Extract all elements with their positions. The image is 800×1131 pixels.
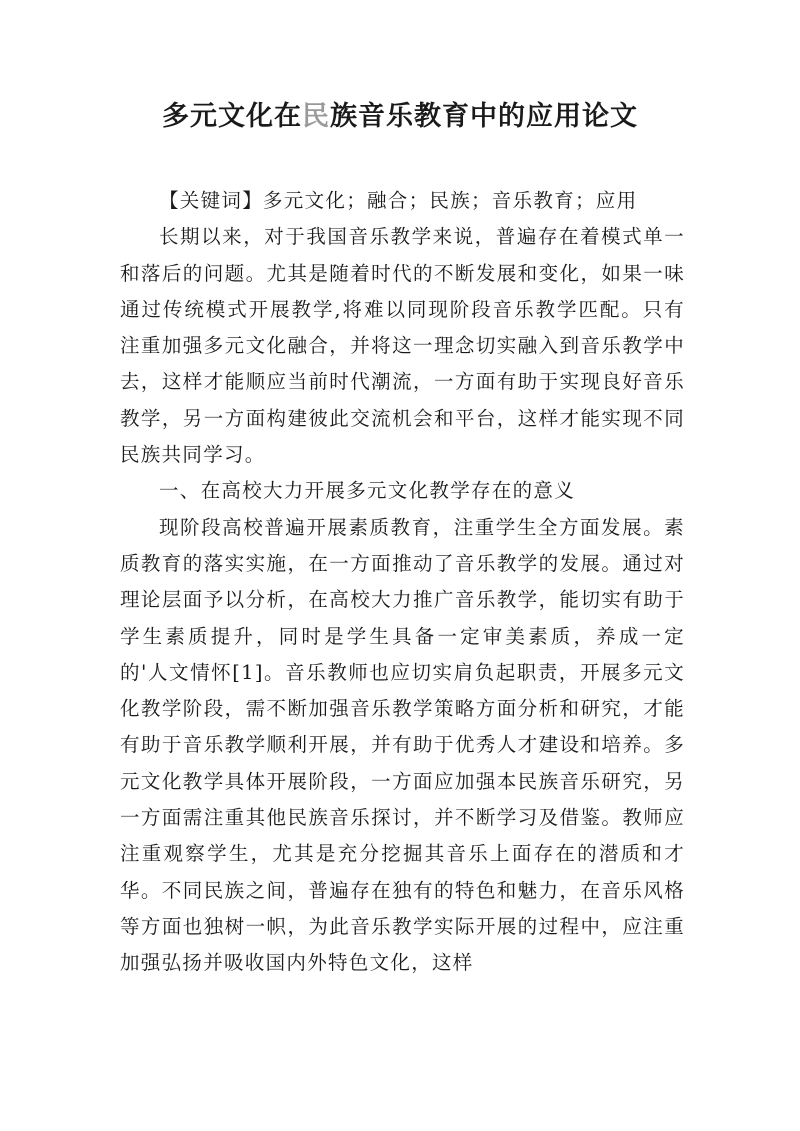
paragraph: 现阶段高校普遍开展素质教育，注重学生全方面发展。素质教育的落实实施，在一方面推动了音乐教学的发展。通过对理论层面予以分析，在高校大力推广音乐教学，能切实有助于学生素质提升，同时是学生具备一定审美素质，养成一定的'人文情怀[1]。音乐教师也应切实肩负起职责，开展多元文化教学阶段，需不断加强音乐教学策略方面分析和研究，才能有助于音乐教学顺利开展，并有助于优秀人才建设和培养。多元文化教学具体开展阶段，一方面应加强本民族音乐研究，另一方面需注重其他民族音乐探讨，并不断学习及借鉴。教师应注重观察学生，尤其是充分挖掘其音乐上面存在的潜质和才华。不同民族之间，普遍存在独有的特色和魅力，在音乐风格等方面也独树一帜，为此音乐教学实际开展的过程中，应注重加强弘扬并吸收国内外特色文化，这样: [120, 515, 685, 975]
title-highlighted-char: 民: [302, 101, 330, 132]
title-text-end: 族音乐教育中的应用论文: [330, 101, 638, 132]
document-title: [0, 97, 800, 137]
keywords-line: 【关键词】多元文化；融合；民族；音乐教育；应用: [159, 189, 638, 212]
paragraph: 长期以来，对于我国音乐教学来说，普遍存在着模式单一和落后的问题。尤其是随着时代的不断发展和变化，如果一味通过传统模式开展教学,将难以同现阶段音乐教学匹配。只有注重加强多元文化融合，并将这一理念切实融入到音乐教学中去，这样才能顺应当前时代潮流，一方面有助于实现良好音乐教学，另一方面构建彼此交流机会和平台，这样才能实现不同民族共同学习。: [120, 225, 685, 467]
section-heading: 一、在高校大力开展多元文化教学存在的意义: [159, 479, 576, 503]
document-body: [120, 183, 685, 982]
title-text-start: 多元文化在: [162, 101, 302, 132]
